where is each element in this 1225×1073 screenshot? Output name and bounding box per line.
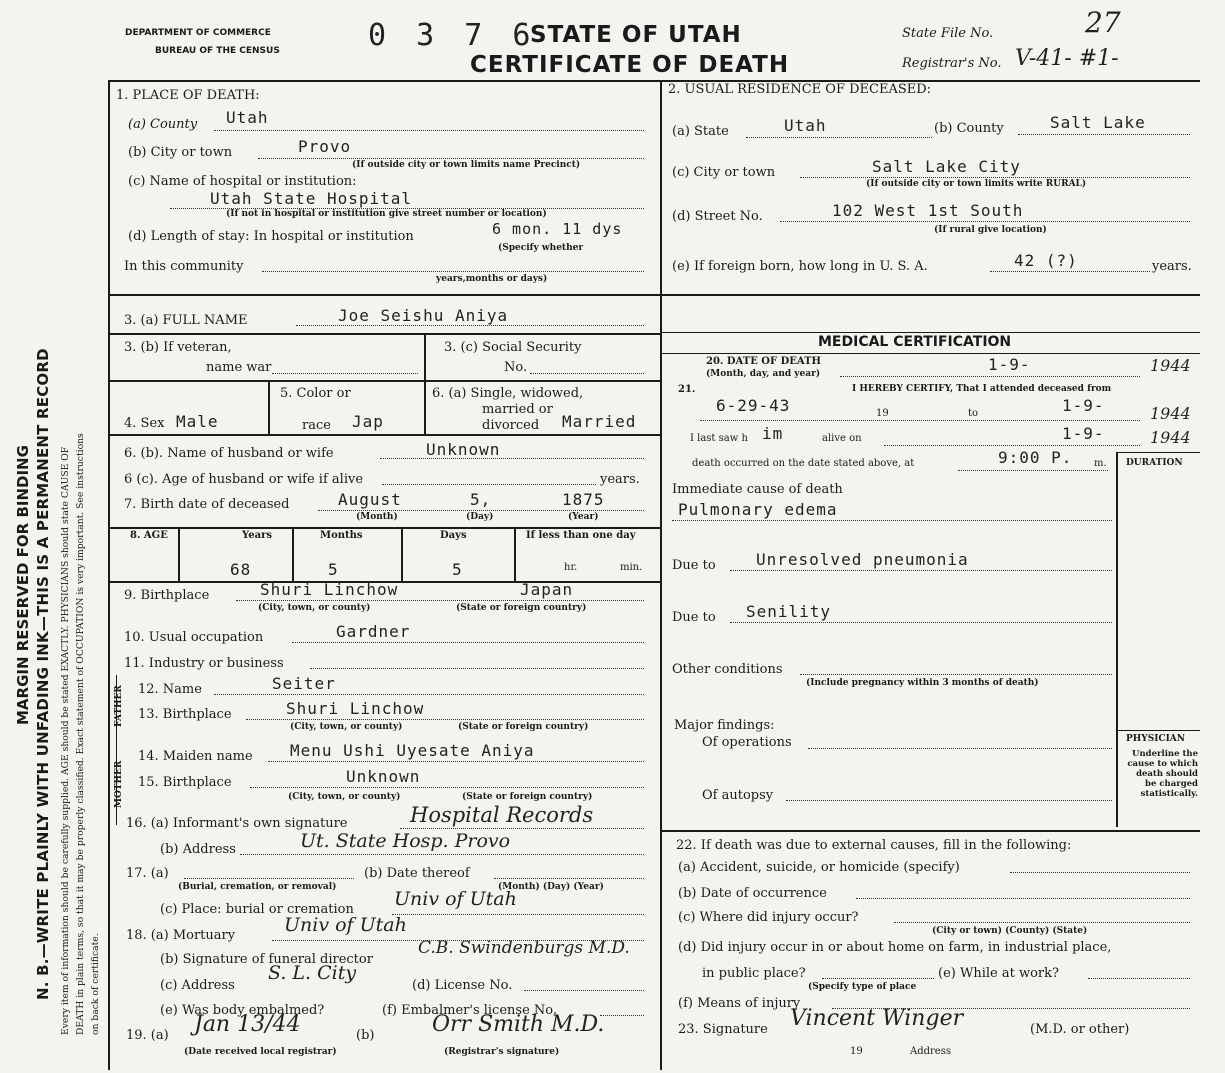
death-county-label: (a) County <box>128 117 198 132</box>
stay-note: (Specify whether <box>498 243 584 253</box>
father-birthplace-value: Shuri Linchow <box>286 699 425 718</box>
father-bp-note-2: (State or foreign country) <box>458 722 589 732</box>
date-received-value: Jan 13/44 <box>194 1012 301 1037</box>
informant-label: 16. (a) Informant's own signature <box>126 816 348 831</box>
spouse-age-unit: years. <box>600 472 640 487</box>
due-to-1-label: Due to <box>672 558 716 573</box>
dod-year: 1944 <box>1150 356 1191 375</box>
veteran-label-2: name war <box>206 360 272 375</box>
marital-label-2: married or <box>482 402 553 417</box>
birthplace-city-note: (City, town, or county) <box>258 603 371 613</box>
embalmer-label: (f) Embalmer's license No. <box>382 1003 558 1018</box>
hospital-value: Utah State Hospital <box>210 189 413 208</box>
age-years-label: Years <box>242 530 273 541</box>
marital-label-3: divorced <box>482 418 540 433</box>
attend-mid: 19 <box>876 408 889 419</box>
res-foreign-unit: years. <box>1152 259 1192 274</box>
place-type-note: (Specify type of place <box>808 982 917 992</box>
age-days-value: 5 <box>452 560 463 579</box>
father-name-value: Seiter <box>272 674 336 693</box>
signature-label: 23. Signature <box>678 1022 768 1037</box>
other-conditions-label: Other conditions <box>672 662 783 677</box>
mother-name-value: Menu Ushi Uyesate Aniya <box>290 741 535 760</box>
mortuary-value: Univ of Utah <box>284 914 407 936</box>
res-county-value: Salt Lake <box>1050 113 1146 132</box>
res-state-label: (a) State <box>672 124 729 139</box>
mortuary-label: 18. (a) Mortuary <box>126 928 236 943</box>
mort-address-label: (c) Address <box>160 978 235 993</box>
race-value: Jap <box>352 412 384 431</box>
ss-label-2: No. <box>504 360 528 375</box>
res-foreign-value: 42 (?) <box>1014 251 1078 270</box>
immediate-cause-label: Immediate cause of death <box>672 482 843 497</box>
community-note: years,months or days) <box>436 274 548 284</box>
registrar-sig-note: (Registrar's signature) <box>444 1047 560 1057</box>
res-street-value: 102 West 1st South <box>832 201 1024 220</box>
public-label: in public place? <box>702 966 806 981</box>
last-saw-label: I last saw h <box>690 433 748 444</box>
spouse-age-label: 6 (c). Age of husband or wife if alive <box>124 472 364 487</box>
mother-birthplace-value: Unknown <box>346 767 421 786</box>
res-street-label: (d) Street No. <box>672 209 763 224</box>
date-received-note: (Date received local registrar) <box>184 1047 337 1057</box>
registrar-sig-value: Orr Smith M.D. <box>432 1012 605 1037</box>
burial-place-label: (c) Place: burial or cremation <box>160 902 354 917</box>
informant-value: Hospital Records <box>410 803 594 827</box>
where-label: (c) Where did injury occur? <box>678 910 859 925</box>
mother-name-label: 14. Maiden name <box>138 749 253 764</box>
signature-address-label: Address <box>910 1046 951 1057</box>
external-heading: 22. If death was due to external causes, fill in the following: <box>676 838 1072 853</box>
work-label: (e) While at work? <box>938 966 1059 981</box>
age-months-label: Months <box>320 530 363 541</box>
means-label: (f) Means of injury <box>678 996 801 1011</box>
embalmed-label: (e) Was body embalmed? <box>160 1003 325 1018</box>
date-received-label: 19. (a) <box>126 1028 169 1043</box>
due-to-2-value: Senility <box>746 602 832 621</box>
age-hr-label: hr. <box>564 562 578 573</box>
res-city-value: Salt Lake City <box>872 157 1021 176</box>
birth-year-label: (Year) <box>568 512 599 522</box>
attend-year: 1944 <box>1150 404 1191 423</box>
death-m: m. <box>1094 458 1107 469</box>
state-title: STATE OF UTAH <box>530 22 742 48</box>
stay-value: 6 mon. 11 dys <box>492 220 623 238</box>
father-side-label: FATHER <box>114 685 124 727</box>
informant-address-label: (b) Address <box>160 842 236 857</box>
res-state-value: Utah <box>784 116 827 135</box>
signature-date-label: 19 <box>850 1046 863 1057</box>
death-city-label: (b) City or town <box>128 145 233 160</box>
veteran-label: 3. (b) If veteran, <box>124 340 232 355</box>
burial-date-label: (b) Date thereof <box>364 866 470 881</box>
res-city-label: (c) City or town <box>672 165 776 180</box>
mother-bp-note-2: (State or foreign country) <box>462 792 593 802</box>
res-city-note: (If outside city or town limits write RURAL) <box>866 179 1087 189</box>
certificate-title: CERTIFICATE OF DEATH <box>470 52 790 78</box>
spouse-value: Unknown <box>426 440 501 459</box>
birth-day: 5, <box>470 490 492 509</box>
death-city-value: Provo <box>298 137 352 156</box>
ss-label: 3. (c) Social Security <box>444 340 582 355</box>
birth-year: 1875 <box>562 490 605 509</box>
attend-from: 6-29-43 <box>716 396 791 415</box>
full-name-value: Joe Seishu Aniya <box>338 306 509 325</box>
burial-date-note: (Month) (Day) (Year) <box>498 882 604 892</box>
signature-suffix: (M.D. or other) <box>1030 1022 1130 1037</box>
funeral-director-value: C.B. Swindenburgs M.D. <box>418 938 630 958</box>
margin-binding-text: MARGIN RESERVED FOR BINDING <box>14 445 32 725</box>
sex-value: Male <box>176 412 219 431</box>
registrar-label: Registrar's No. <box>902 56 1002 71</box>
state-file-label: State File No. <box>902 26 994 41</box>
margin-instructions-1: Every item of information should be carefully supplied. AGE should be stated EXACTLY. PHYSICIANS should state CAUSE OF <box>60 446 71 1035</box>
alive-year: 1944 <box>1150 428 1191 447</box>
industry-label: 11. Industry or business <box>124 656 284 671</box>
marital-label-1: 6. (a) Single, widowed, <box>432 386 584 401</box>
father-bp-note-1: (City, town, or county) <box>290 722 403 732</box>
immediate-cause-value: Pulmonary edema <box>678 500 838 519</box>
where-note: (City or town) (County) (State) <box>932 926 1088 936</box>
informant-address-value: Ut. State Hosp. Provo <box>300 830 511 852</box>
major-findings-label: Major findings: <box>674 718 775 733</box>
signature-value: Vincent Winger <box>790 1006 964 1031</box>
cert-number: 21. <box>678 384 696 395</box>
home-label: (d) Did injury occur in or about home on farm, in industrial place, <box>678 940 1112 955</box>
residence-heading: 2. USUAL RESIDENCE OF DECEASED: <box>668 82 932 97</box>
last-saw-value: im <box>762 424 784 443</box>
mother-bp-note-1: (City, town, or county) <box>288 792 401 802</box>
father-name-label: 12. Name <box>138 682 202 697</box>
age-min-label: min. <box>620 562 643 573</box>
occupation-value: Gardner <box>336 622 411 641</box>
bureau-line: BUREAU OF THE CENSUS <box>155 46 280 56</box>
alive-label: alive on <box>822 433 862 444</box>
dod-label: 20. DATE OF DEATH <box>706 356 821 367</box>
age-label: 8. AGE <box>130 530 168 541</box>
birthplace-label: 9. Birthplace <box>124 588 210 603</box>
res-street-note: (If rural give location) <box>934 225 1047 235</box>
color-label: 5. Color or <box>280 386 351 401</box>
burial-place-value: Univ of Utah <box>394 888 517 910</box>
duration-label: DURATION <box>1126 458 1183 468</box>
stay-label: (d) Length of stay: In hospital or institution <box>128 229 414 244</box>
margin-instructions-2: DEATH in plain terms, so that it may be properly classified. Exact statement of OCCUPATION is very important. See instructions <box>75 433 86 1035</box>
place-of-death-heading: 1. PLACE OF DEATH: <box>116 88 260 103</box>
mother-side-label: MOTHER <box>114 760 124 808</box>
occupation-label: 10. Usual occupation <box>124 630 264 645</box>
hospital-note: (If not in hospital or institution give street number or location) <box>226 209 547 219</box>
accident-label: (a) Accident, suicide, or homicide (specify) <box>678 860 960 875</box>
age-less-label: If less than one day <box>526 530 636 541</box>
age-days-label: Days <box>440 530 467 541</box>
other-conditions-note: (Include pregnancy within 3 months of death) <box>806 678 1039 688</box>
mort-address-value: S. L. City <box>268 962 357 984</box>
full-name-label: 3. (a) FULL NAME <box>124 313 248 328</box>
registrar-sig-label: (b) <box>356 1028 375 1043</box>
birthplace-city: Shuri Linchow <box>260 580 399 599</box>
birth-month: August <box>338 490 402 509</box>
state-file-value: 27 <box>1085 6 1121 39</box>
res-foreign-label: (e) If foreign born, how long in U. S. A. <box>672 259 928 274</box>
death-city-note: (If outside city or town limits name Precinct) <box>352 160 581 170</box>
age-years-value: 68 <box>230 560 252 579</box>
mother-birthplace-label: 15. Birthplace <box>138 775 232 790</box>
physician-label: PHYSICIAN <box>1126 734 1185 744</box>
birth-day-label: (Day) <box>466 512 494 522</box>
burial-note: (Burial, cremation, or removal) <box>178 882 337 892</box>
due-to-2-label: Due to <box>672 610 716 625</box>
death-county-value: Utah <box>226 108 269 127</box>
registrar-value: V-41- #1- <box>1015 46 1119 71</box>
birth-label: 7. Birth date of deceased <box>124 497 290 512</box>
department-line: DEPARTMENT OF COMMERCE <box>125 28 271 38</box>
underline-note: Underline the cause to which death should be charged statistically. <box>1127 749 1198 799</box>
death-occurred-label: death occurred on the date stated above, at <box>692 458 915 469</box>
stamped-number: 0 3 7 6 <box>368 18 537 53</box>
community-label: In this community <box>124 259 244 274</box>
alive-value: 1-9- <box>1062 424 1105 443</box>
medical-heading: MEDICAL CERTIFICATION <box>818 334 1012 350</box>
operations-label: Of operations <box>702 735 792 750</box>
race-label: race <box>302 418 331 433</box>
hospital-label: (c) Name of hospital or institution: <box>128 174 357 189</box>
burial-label: 17. (a) <box>126 866 169 881</box>
sex-label: 4. Sex <box>124 416 165 431</box>
dod-note: (Month, day, and year) <box>706 369 821 379</box>
occurrence-label: (b) Date of occurrence <box>678 886 827 901</box>
death-time: 9:00 P. <box>998 448 1073 467</box>
marital-value: Married <box>562 412 637 431</box>
birth-month-label: (Month) <box>356 512 398 522</box>
age-months-value: 5 <box>328 560 339 579</box>
margin-permanent-record: N. B.—WRITE PLAINLY WITH UNFADING INK—THIS IS A PERMANENT RECORD <box>34 348 52 1000</box>
spouse-label: 6. (b). Name of husband or wife <box>124 446 334 461</box>
autopsy-label: Of autopsy <box>702 788 774 803</box>
margin-instructions-3: on back of certificate. <box>90 933 101 1035</box>
father-birthplace-label: 13. Birthplace <box>138 707 232 722</box>
attend-to-label: to <box>968 408 979 419</box>
funeral-director-label: (b) Signature of funeral director <box>160 952 373 967</box>
cert-text: I HEREBY CERTIFY, That I attended deceased from <box>852 384 1112 394</box>
attend-to: 1-9- <box>1062 396 1105 415</box>
dod-value: 1-9- <box>988 355 1031 374</box>
res-county-label: (b) County <box>934 121 1004 136</box>
birthplace-country-note: (State or foreign country) <box>456 603 587 613</box>
license-label: (d) License No. <box>412 978 513 993</box>
birthplace-country: Japan <box>520 580 574 599</box>
due-to-1-value: Unresolved pneumonia <box>756 550 969 569</box>
